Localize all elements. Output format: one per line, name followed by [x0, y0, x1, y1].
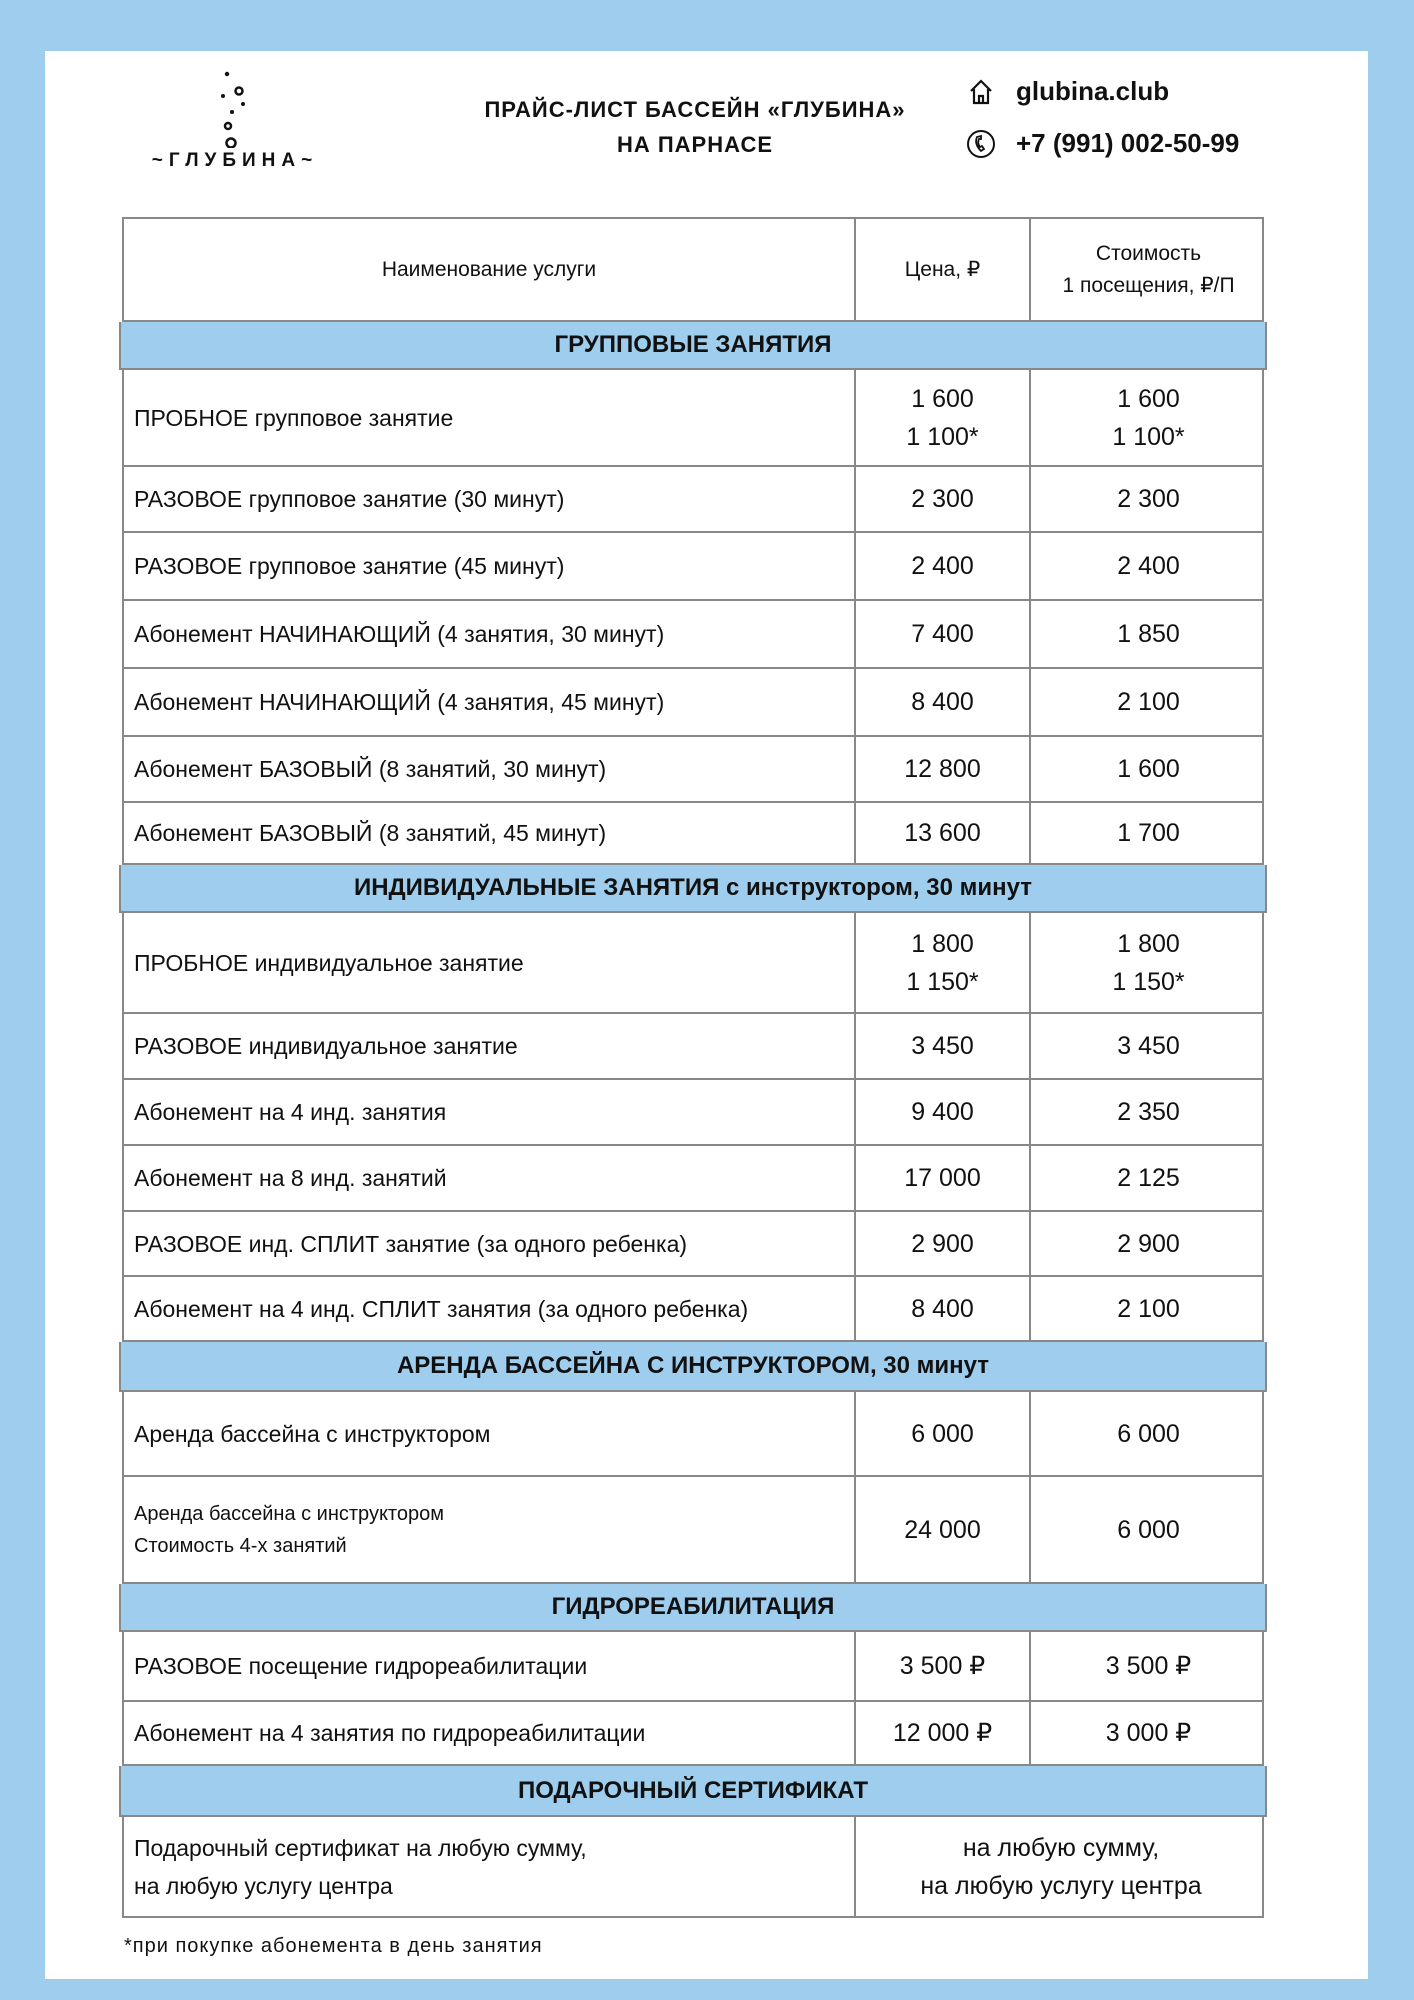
- gift-row: [122, 1817, 1264, 1918]
- per-visit-price: [1029, 1392, 1266, 1475]
- service-name: [124, 533, 854, 599]
- column-header-price: Цена, ₽: [854, 219, 1029, 320]
- gift-value-line: на любую сумму,: [962, 1833, 1160, 1862]
- per-visit-price-line: 1 100*: [1112, 422, 1185, 451]
- per-visit-price-line: 6 000: [1117, 1515, 1180, 1544]
- per-visit-price: [1029, 1080, 1266, 1144]
- price: [854, 669, 1029, 735]
- table-row: [122, 737, 1264, 803]
- per-visit-price: [1029, 1212, 1266, 1275]
- section-header: АРЕНДА БАССЕЙНА С ИНСТРУКТОРОМ, 30 минут: [119, 1342, 1267, 1392]
- price: [854, 467, 1029, 531]
- price-line: 2 300: [911, 485, 974, 513]
- service-name: [124, 1392, 854, 1475]
- per-visit-price-line: 2 900: [1117, 1229, 1180, 1258]
- title-line-1: ПРАЙС-ЛИСТ БАССЕЙН «ГЛУБИНА»: [484, 97, 906, 122]
- price-line: 1 150*: [906, 967, 979, 996]
- per-visit-price-line: 1 700: [1117, 819, 1180, 847]
- price-line: 3 450: [911, 1032, 974, 1060]
- per-visit-price: [1029, 467, 1266, 531]
- per-visit-price: [1029, 737, 1266, 801]
- service-name-line: РАЗОВОЕ групповое занятие (45 минут): [134, 553, 565, 579]
- price: [854, 913, 1029, 1012]
- section-header: ГИДРОРЕАБИЛИТАЦИЯ: [119, 1584, 1267, 1632]
- service-name: [124, 1477, 854, 1582]
- service-name-line: ПРОБНОЕ групповое занятие: [134, 404, 454, 431]
- per-visit-price: [1029, 370, 1266, 465]
- service-name: [124, 601, 854, 667]
- table-row: [122, 1632, 1264, 1702]
- service-name: [124, 669, 854, 735]
- per-visit-price-line: 3 000 ₽: [1105, 1719, 1192, 1747]
- price: [854, 1392, 1029, 1475]
- per-visit-price-line: 2 100: [1117, 688, 1180, 716]
- service-name-line: РАЗОВОЕ инд. СПЛИТ занятие (за одного ребенка): [134, 1230, 688, 1257]
- service-name: [124, 1702, 854, 1764]
- price-line: 8 400: [911, 1294, 974, 1323]
- service-name-line: Абонемент БАЗОВЫЙ (8 занятий, 30 минут): [134, 756, 607, 782]
- service-name-line: РАЗОВОЕ индивидуальное занятие: [134, 1033, 518, 1059]
- service-name: [124, 913, 854, 1012]
- gift-name-line: на любую услугу центра: [134, 1872, 393, 1899]
- table-row: [122, 533, 1264, 601]
- service-name: [124, 803, 854, 863]
- service-name-line: Абонемент НАЧИНАЮЩИЙ (4 занятия, 30 минут): [134, 621, 665, 647]
- price: [854, 533, 1029, 599]
- service-name-line: Аренда бассейна с инструктором: [134, 1502, 444, 1525]
- price-line: 17 000: [904, 1164, 981, 1192]
- phone-icon: [966, 129, 996, 159]
- per-visit-price-line: 6 000: [1117, 1419, 1180, 1448]
- service-name-line: Абонемент на 4 инд. занятия: [134, 1099, 447, 1125]
- price: [854, 1632, 1029, 1700]
- column-header-per-visit: [1029, 219, 1266, 320]
- section-header: ИНДИВИДУАЛЬНЫЕ ЗАНЯТИЯ с инструктором, 30 минут: [119, 865, 1267, 913]
- per-visit-price: [1029, 1146, 1266, 1210]
- gift-name-line: Подарочный сертификат на любую сумму,: [134, 1834, 587, 1861]
- service-name: [124, 1080, 854, 1144]
- section-header-gift: ПОДАРОЧНЫЙ СЕРТИФИКАТ: [119, 1766, 1267, 1817]
- logo-text: ~ГЛУБИНА~: [151, 150, 319, 171]
- price-table: [122, 217, 1264, 1918]
- service-name: [124, 1277, 854, 1340]
- service-name-line: Абонемент на 4 занятия по гидрореабилитации: [134, 1720, 646, 1746]
- gift-value-line: на любую услугу центра: [920, 1871, 1202, 1900]
- table-row: [122, 467, 1264, 533]
- phone-number[interactable]: +7 (991) 002-50-99: [1016, 128, 1240, 158]
- per-visit-price-line: 1 600: [1117, 384, 1180, 413]
- table-row: [122, 1014, 1264, 1080]
- gift-name: [124, 1817, 854, 1916]
- table-row: [122, 1477, 1264, 1584]
- service-name-line: РАЗОВОЕ посещение гидрореабилитации: [134, 1653, 588, 1679]
- per-visit-price-line: 3 450: [1117, 1032, 1180, 1060]
- service-name: [124, 1146, 854, 1210]
- per-visit-price: [1029, 803, 1266, 863]
- table-row: [122, 1212, 1264, 1277]
- price-line: 13 600: [904, 819, 981, 847]
- per-visit-price: [1029, 913, 1266, 1012]
- service-name: [124, 1014, 854, 1078]
- table-row: [122, 1146, 1264, 1212]
- title-line-2: НА ПАРНАСЕ: [616, 132, 774, 157]
- per-visit-price-line: 2 100: [1117, 1294, 1180, 1323]
- price: [854, 1477, 1029, 1582]
- service-name-line: Аренда бассейна с инструктором: [134, 1420, 491, 1447]
- home-icon: [966, 77, 996, 107]
- per-visit-price-line: 2 300: [1117, 485, 1180, 513]
- service-name: [124, 737, 854, 801]
- price-line: 8 400: [911, 688, 974, 716]
- per-visit-line-1: Стоимость: [1095, 241, 1202, 265]
- table-row: [122, 1277, 1264, 1342]
- table-row: [122, 803, 1264, 865]
- service-name: [124, 1632, 854, 1700]
- service-name: [124, 1212, 854, 1275]
- price: [854, 737, 1029, 801]
- table-row: [122, 601, 1264, 669]
- price: [854, 601, 1029, 667]
- per-visit-price: [1029, 1477, 1266, 1582]
- price-line: 1 600: [911, 384, 974, 413]
- per-visit-price: [1029, 1277, 1266, 1340]
- service-name-line: ПРОБНОЕ индивидуальное занятие: [134, 949, 524, 976]
- table-row: [122, 370, 1264, 467]
- per-visit-price: [1029, 533, 1266, 599]
- page-title: [430, 92, 960, 162]
- per-visit-price: [1029, 1632, 1266, 1700]
- table-row: [122, 1702, 1264, 1766]
- price: [854, 1014, 1029, 1078]
- section-header: ГРУППОВЫЕ ЗАНЯТИЯ: [119, 322, 1267, 370]
- footnote: *при покупке абонемента в день занятия: [124, 1935, 543, 1957]
- price-line: 1 100*: [906, 422, 979, 451]
- service-name-line: Абонемент НАЧИНАЮЩИЙ (4 занятия, 45 минут): [134, 689, 665, 715]
- per-visit-price-line: 1 800: [1117, 929, 1180, 958]
- per-visit-price: [1029, 1014, 1266, 1078]
- service-name-line: Стоимость 4-х занятий: [134, 1534, 347, 1557]
- price: [854, 1212, 1029, 1275]
- per-visit-price-line: 1 600: [1117, 755, 1180, 783]
- price: [854, 370, 1029, 465]
- column-header-service: Наименование услуги: [381, 257, 597, 281]
- service-name: [124, 467, 854, 531]
- per-visit-price-line: 3 500 ₽: [1105, 1652, 1192, 1680]
- price-line: 6 000: [911, 1419, 974, 1448]
- per-visit-price-line: 1 850: [1117, 620, 1180, 648]
- price-line: 12 800: [904, 755, 981, 783]
- gift-value: [854, 1817, 1266, 1916]
- price: [854, 1702, 1029, 1764]
- price-line: 2 400: [911, 552, 974, 580]
- price-line: 12 000 ₽: [892, 1719, 993, 1747]
- logo: [135, 68, 335, 178]
- bubbles-icon: [135, 68, 335, 148]
- price-line: 7 400: [911, 620, 974, 648]
- table-row: [122, 669, 1264, 737]
- service-name: [124, 370, 854, 465]
- phone-contact[interactable]: [966, 128, 1239, 159]
- service-name-line: РАЗОВОЕ групповое занятие (30 минут): [134, 486, 565, 512]
- price-line: 24 000: [904, 1515, 981, 1544]
- per-visit-price: [1029, 1702, 1266, 1764]
- price-line: 1 800: [911, 929, 974, 958]
- service-name-line: Абонемент на 4 инд. СПЛИТ занятия (за одного ребенка): [134, 1295, 749, 1322]
- website-link[interactable]: glubina.club: [1016, 76, 1170, 106]
- price-line: 9 400: [911, 1098, 974, 1126]
- price-line: 2 900: [911, 1229, 974, 1258]
- price-line: 3 500 ₽: [899, 1652, 986, 1680]
- table-row: [122, 1392, 1264, 1477]
- table-row: [122, 1080, 1264, 1146]
- per-visit-price-line: 2 400: [1117, 552, 1180, 580]
- price: [854, 1080, 1029, 1144]
- price: [854, 1146, 1029, 1210]
- per-visit-price-line: 2 350: [1117, 1098, 1180, 1126]
- table-header: [122, 217, 1264, 322]
- per-visit-price-line: 1 150*: [1112, 967, 1185, 996]
- price: [854, 803, 1029, 863]
- table-row: [122, 913, 1264, 1014]
- per-visit-price: [1029, 669, 1266, 735]
- service-name-line: Абонемент БАЗОВЫЙ (8 занятий, 45 минут): [134, 820, 607, 846]
- price: [854, 1277, 1029, 1340]
- per-visit-line-2: 1 посещения, ₽/П: [1062, 273, 1235, 297]
- website-contact[interactable]: [966, 76, 1169, 107]
- per-visit-price-line: 2 125: [1117, 1164, 1180, 1192]
- service-name-line: Абонемент на 8 инд. занятий: [134, 1165, 447, 1191]
- per-visit-price: [1029, 601, 1266, 667]
